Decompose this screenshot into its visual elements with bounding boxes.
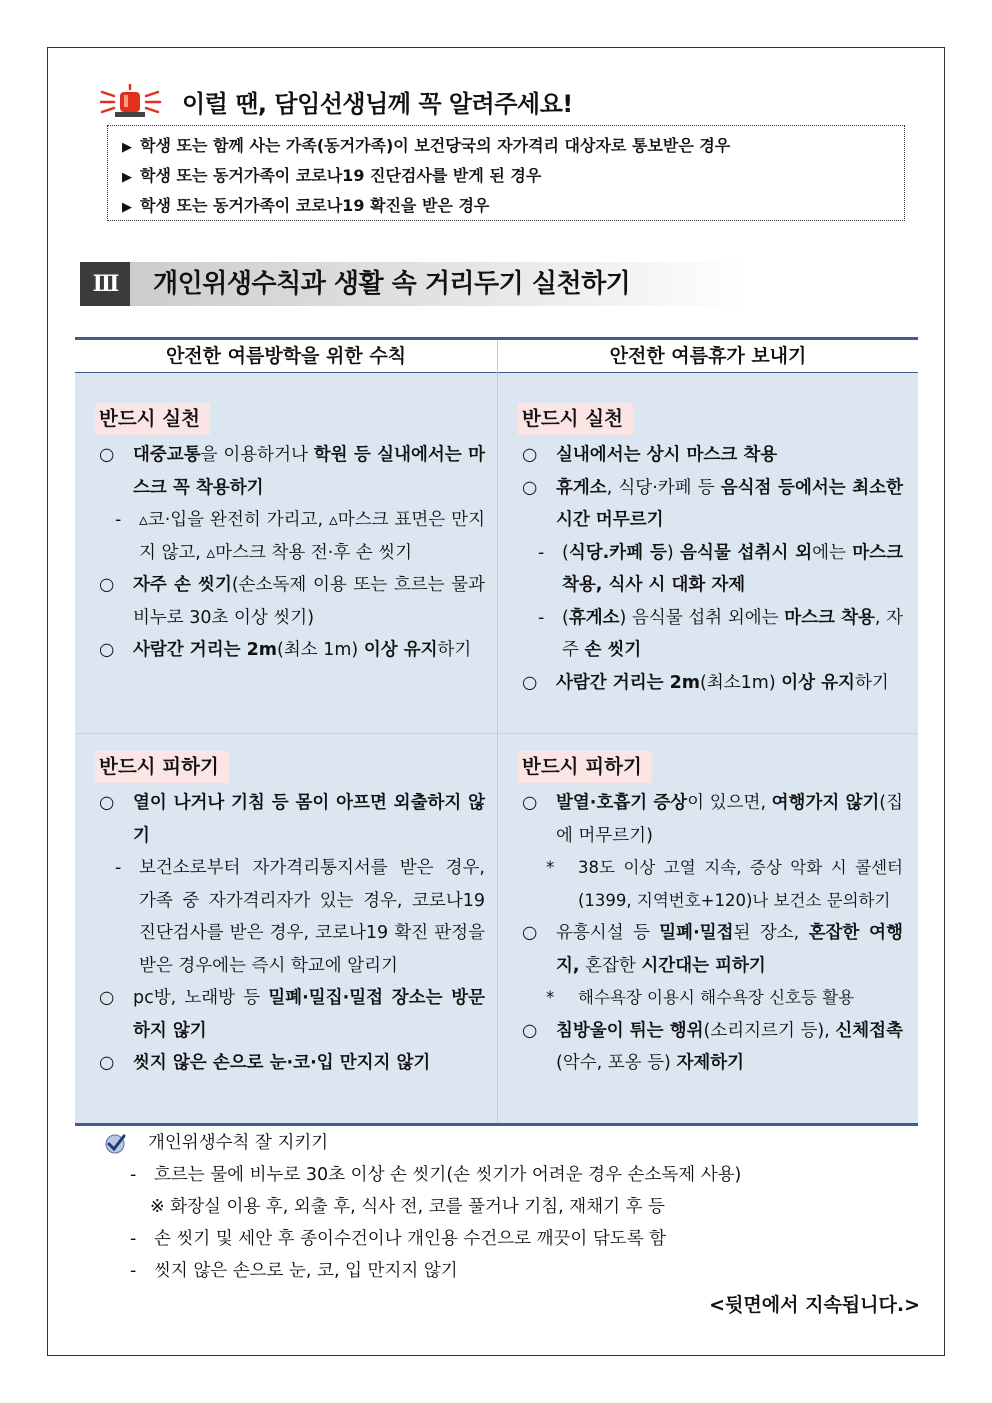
right-do-cell (518, 403, 903, 699)
alert-box (107, 125, 905, 221)
alert-item: ▶ 학생 또는 동거가족이 코로나19 진단검사를 받게 된 경우 (122, 161, 904, 191)
col-header-summer-holiday: 안전한 여름휴가 보내기 (609, 345, 807, 367)
list-item: ○ pc방, 노래방 등 밀폐·밀집·밀접 장소는 방문하지 않기 (99, 988, 485, 1041)
list-item: - 흐르는 물에 비누로 30초 이상 손 씻기(손 씻기가 어려운 경우 손소독제 사용) (130, 1165, 742, 1185)
left-avoid-cell (95, 751, 485, 1080)
list-item: - 보건소로부터 자가격리통지서를 받은 경우, 가족 중 자가격리자가 있는 경우, 코로나19 진단검사를 받은 경우, 코로나19 확진 판정을 받은 경우에는 즉시 학교에 알리기 (115, 858, 485, 976)
alert-item: ▶ 학생 또는 함께 사는 가족(동거가족)이 보건당국의 자가격리 대상자로 통보받은 경우 (122, 131, 904, 161)
section-number: Ⅲ (80, 262, 130, 306)
list-item: ○ 씻지 않은 손으로 눈·코·입 만지지 않기 (99, 1053, 431, 1073)
arrow-right-icon: ▶ (122, 170, 132, 185)
tag-must-do: 반드시 실천 (95, 403, 210, 435)
hygiene-tips (100, 1127, 920, 1287)
list-item: ○ 휴게소, 식당·카페 등 음식점 등에서는 최소한 시간 머무르기 (522, 477, 904, 530)
list-item: ○ 사람간 거리는 2m(최소1m) 이상 유지하기 (522, 672, 889, 693)
list-item: ○ 실내에서는 상시 마스크 착용 (522, 445, 778, 465)
left-do-cell (95, 403, 485, 667)
list-item: - 손 씻기 및 세안 후 종이수건이나 개인용 수건으로 깨끗이 닦도록 함 (130, 1229, 667, 1249)
list-item: * 38도 이상 고열 지속, 증상 악화 시 콜센터(1399, 지역번호+120)나 보건소 문의하기 (546, 858, 903, 910)
section-title: 개인위생수칙과 생활 속 거리두기 실천하기 (153, 269, 631, 299)
arrow-right-icon: ▶ (122, 200, 132, 215)
guideline-table (75, 337, 918, 1125)
list-item: - ▵코·입을 완전히 가리고, ▵마스크 표면은 만지지 않고, ▵마스크 착용 전·후 손 씻기 (115, 510, 485, 563)
tag-must-avoid: 반드시 피하기 (518, 751, 652, 783)
tips-title: 개인위생수칙 잘 지키기 (148, 1133, 329, 1153)
siren-icon (100, 84, 162, 120)
list-item: ○ 대중교통을 이용하거나 학원 등 실내에서는 마스크 꼭 착용하기 (99, 445, 485, 498)
list-item: - (휴게소) 음식물 섭취 외에는 마스크 착용, 자주 손 씻기 (538, 607, 903, 660)
list-item: ※ 화장실 이용 후, 외출 후, 식사 전, 코를 풀거나 기침, 재채기 후 등 (150, 1197, 665, 1217)
list-item: ○ 유흥시설 등 밀폐·밀접된 장소, 혼잡한 여행지, 혼잡한 시간대는 피하기 (522, 923, 903, 976)
col-header-summer-vacation: 안전한 여름방학을 위한 수칙 (165, 345, 407, 367)
list-item: ○ 자주 손 씻기(손소독제 이용 또는 흐르는 물과 비누로 30초 이상 씻기) (99, 575, 485, 628)
right-avoid-cell (518, 751, 903, 1080)
list-item: ○ 침방울이 튀는 행위(소리지르기 등), 신체접촉(악수, 포옹 등) 자제하기 (522, 1020, 903, 1073)
list-item: - (식당.카페 등) 음식물 섭취시 외에는 마스크 착용, 식사 시 대화 자제 (538, 542, 903, 595)
tag-must-avoid: 반드시 피하기 (95, 751, 229, 783)
continued-note: <뒷면에서 지속됩니다.> (709, 1294, 920, 1316)
tag-must-do: 반드시 실천 (518, 403, 633, 435)
list-item: * 해수욕장 이용시 해수욕장 신호등 활용 (546, 988, 855, 1007)
alert-item: ▶ 학생 또는 동거가족이 코로나19 확진을 받은 경우 (122, 191, 904, 221)
list-item: - 씻지 않은 손으로 눈, 코, 입 만지지 않기 (130, 1261, 458, 1281)
checkmark-icon (104, 1133, 126, 1155)
list-item: ○ 사람간 거리는 2m(최소 1m) 이상 유지하기 (99, 640, 472, 660)
alert-title: 이럴 땐, 담임선생님께 꼭 알려주세요! (182, 90, 573, 118)
list-item: ○ 발열·호흡기 증상이 있으면, 여행가지 않기(집에 머무르기) (522, 793, 903, 846)
list-item: ○ 열이 나거나 기침 등 몸이 아프면 외출하지 않기 (99, 793, 485, 846)
arrow-right-icon: ▶ (122, 140, 132, 155)
